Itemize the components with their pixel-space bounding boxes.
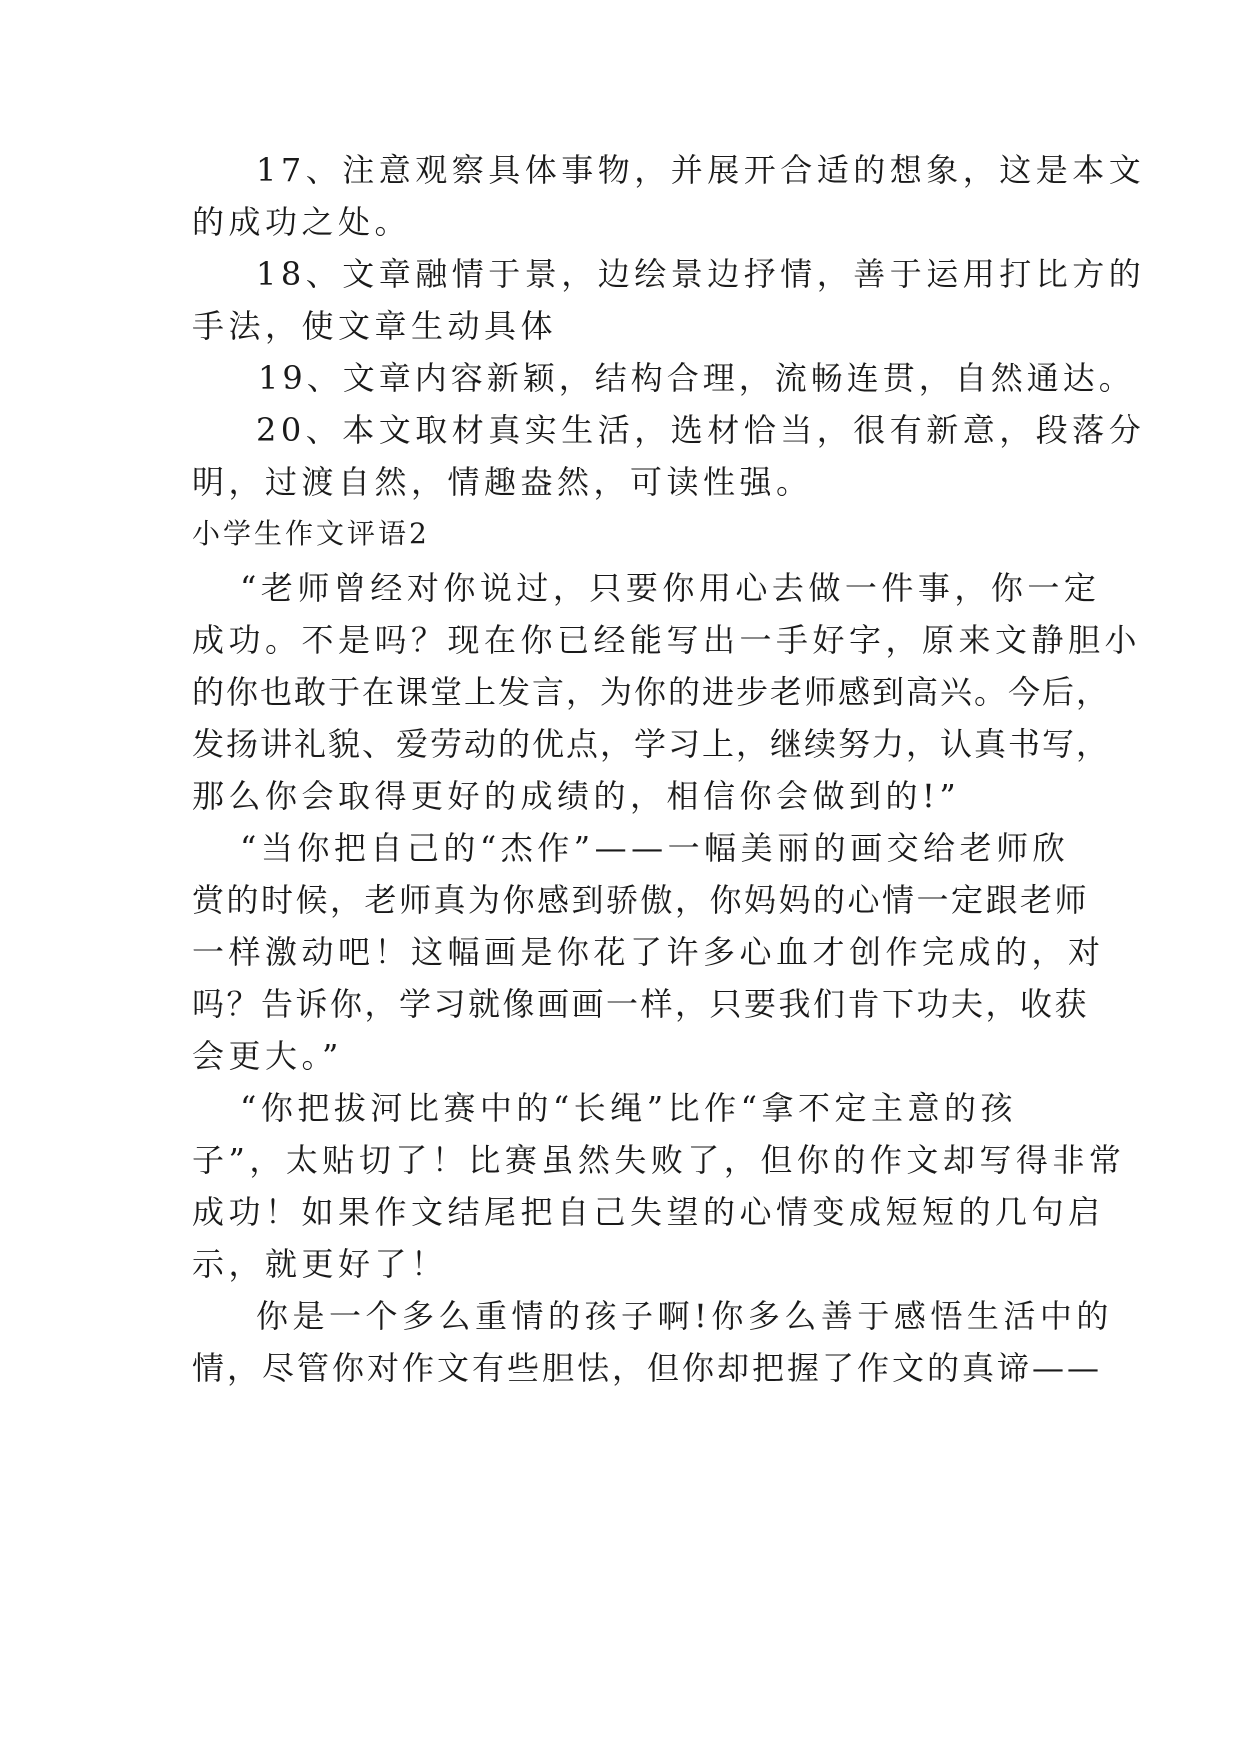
- paragraph-2-line-3: 一样激动吧！这幅画是你花了许多心血才创作完成的，对: [192, 933, 1105, 971]
- paragraph-3-line-2: 子”，太贴切了！比赛虽然失败了，但你的作文却写得非常: [192, 1141, 1126, 1179]
- paragraph-3-line-3: 成功！如果作文结尾把自己失望的心情变成短短的几句启: [192, 1193, 1105, 1231]
- item-20-line-2: 明，过渡自然，情趣盎然，可读性强。: [192, 463, 813, 501]
- paragraph-2-line-1: “当你把自己的“杰作”——一幅美丽的画交给老师欣: [240, 829, 1070, 867]
- paragraph-1-line-4: 发扬讲礼貌、爱劳动的优点，学习上，继续努力，认真书写，: [192, 725, 1111, 763]
- paragraph-2-line-2: 赏的时候，老师真为你感到骄傲，你妈妈的心情一定跟老师: [192, 881, 1090, 919]
- paragraph-1-line-3: 的你也敢于在课堂上发言，为你的进步老师感到高兴。今后，: [192, 673, 1111, 711]
- paragraph-4-line-2: 情，尽管你对作文有些胆怯，但你却把握了作文的真谛——: [192, 1349, 1103, 1387]
- section-heading: 小学生作文评语2: [192, 517, 430, 550]
- paragraph-1-line-1: “老师曾经对你说过，只要你用心去做一件事，你一定: [240, 569, 1101, 607]
- item-19-line-1: 19、文章内容新颖，结构合理，流畅连贯，自然通达。: [258, 359, 1135, 397]
- item-17-line-2: 的成功之处。: [192, 203, 412, 241]
- item-18-line-1: 18、文章融情于景，边绘景边抒情，善于运用打比方的: [256, 255, 1146, 293]
- paragraph-1-line-2: 成功。不是吗？现在你已经能写出一手好字，原来文静胆小: [192, 621, 1142, 659]
- paragraph-3-line-4: 示，就更好了！: [192, 1245, 448, 1283]
- item-20-line-1: 20、本文取材真实生活，选材恰当，很有新意，段落分: [256, 411, 1146, 449]
- paragraph-2-line-5: 会更大。”: [192, 1037, 343, 1075]
- item-18-line-2: 手法，使文章生动具体: [192, 307, 558, 345]
- item-17-line-1: 17、注意观察具体事物，并展开合适的想象，这是本文: [256, 151, 1146, 189]
- paragraph-2-line-4: 吗？告诉你，学习就像画画一样，只要我们肯下功夫，收获: [192, 985, 1090, 1023]
- paragraph-3-line-1: “你把拔河比赛中的“长绳”比作“拿不定主意的孩: [240, 1089, 1017, 1127]
- paragraph-4-line-1: 你是一个多么重情的孩子啊!你多么善于感悟生活中的: [256, 1297, 1113, 1335]
- paragraph-1-line-5: 那么你会取得更好的成绩的，相信你会做到的!”: [192, 777, 961, 815]
